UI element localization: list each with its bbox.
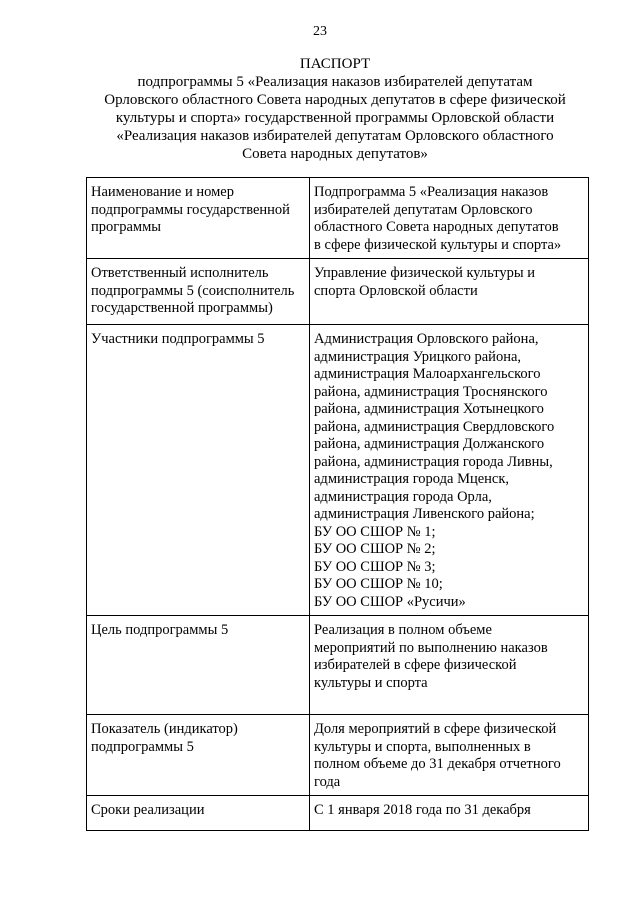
row-label-cell xyxy=(87,178,310,259)
document-subtitle-line: культуры и спорта» государственной программы Орловской области xyxy=(115,110,555,126)
cell-text-line: программы xyxy=(91,219,161,235)
cell-text-line: Показатель (индикатор) xyxy=(91,721,238,737)
cell-text-line: администрация Урицкого района, xyxy=(314,348,522,365)
cell-text-line: областного Совета народных депутатов xyxy=(314,219,559,235)
cell-text-line: Сроки реализации xyxy=(91,802,205,818)
cell-text-line: в сфере физической культуры и спорта» xyxy=(314,236,562,253)
page-number: 23 xyxy=(313,24,327,39)
document-title: ПАСПОРТ xyxy=(299,56,371,72)
cell-text-line: культуры и спорта xyxy=(314,674,428,691)
row-value-cell xyxy=(310,616,589,715)
table-row-goal xyxy=(87,616,589,715)
document-subtitle-line: подпрограммы 5 «Реализация наказов избирателей депутатам xyxy=(137,74,533,90)
row-value-cell xyxy=(310,178,589,259)
cell-text-line: БУ ОО СШОР № 1; xyxy=(314,523,436,540)
row-value-cell xyxy=(310,715,589,796)
cell-text-line: Цель подпрограммы 5 xyxy=(91,622,229,638)
row-label-cell xyxy=(87,325,310,616)
table-row-executor xyxy=(87,259,589,325)
cell-text-line: подпрограммы государственной xyxy=(91,201,290,218)
cell-text-line: Реализация в полном объеме xyxy=(314,622,492,638)
cell-text-line: полном объеме до 31 декабря отчетного xyxy=(314,756,561,772)
row-value-cell xyxy=(310,259,589,325)
cell-text-line: администрация Малоархангельского xyxy=(314,366,541,382)
table-row-participants xyxy=(87,325,589,616)
row-label-cell xyxy=(87,796,310,831)
document-subtitle-line: «Реализация наказов избирателей депутатам Орловского областного xyxy=(116,128,554,144)
cell-text-line: БУ ОО СШОР № 2; xyxy=(314,541,436,557)
cell-text-line: Администрация Орловского района, xyxy=(314,331,539,347)
table-row-indicator xyxy=(87,715,589,796)
cell-text-line: избирателей депутатам Орловского xyxy=(314,201,533,218)
cell-text-line: Наименование и номер xyxy=(91,184,234,200)
cell-text-line: Доля мероприятий в сфере физической xyxy=(314,721,557,737)
cell-text-line: администрация Ливенского района; xyxy=(314,506,535,522)
cell-text-line: района, администрация Хотынецкого xyxy=(314,401,544,417)
cell-text-line: администрация города Мценск, xyxy=(314,471,510,487)
row-label-cell xyxy=(87,616,310,715)
row-label-cell xyxy=(87,259,310,325)
cell-text-line: БУ ОО СШОР № 3; xyxy=(314,558,436,575)
cell-text-line: администрация города Орла, xyxy=(314,488,492,505)
cell-text-line: подпрограммы 5 xyxy=(91,738,194,755)
document-subtitle-line: Совета народных депутатов» xyxy=(242,146,428,162)
cell-text-line: района, администрация Свердловского xyxy=(314,418,555,435)
cell-text-line: района, администрация города Ливны, xyxy=(314,453,553,470)
cell-text-line: государственной программы) xyxy=(91,300,273,316)
row-value-cell xyxy=(310,796,589,831)
document-heading xyxy=(70,55,600,163)
cell-text-line: подпрограммы 5 (соисполнитель xyxy=(91,282,295,299)
cell-text-line: Ответственный исполнитель xyxy=(91,265,269,281)
cell-text-line: спорта Орловской области xyxy=(314,282,478,299)
cell-text-line: избирателей в сфере физической xyxy=(314,657,517,673)
cell-text-line: мероприятий по выполнению наказов xyxy=(314,639,548,656)
cell-text-line: культуры и спорта, выполненных в xyxy=(314,738,531,755)
cell-text-line: БУ ОО СШОР № 10; xyxy=(314,576,443,592)
cell-text-line: БУ ОО СШОР «Русичи» xyxy=(314,593,466,610)
cell-text-line: Управление физической культуры и xyxy=(314,265,535,281)
table-row-name xyxy=(87,178,589,259)
cell-text-line: Участники подпрограммы 5 xyxy=(91,331,265,347)
cell-text-line: С 1 января 2018 года по 31 декабря xyxy=(314,802,531,818)
row-label-cell xyxy=(87,715,310,796)
row-value-cell xyxy=(310,325,589,616)
cell-text-line: района, администрация Троснянского xyxy=(314,383,548,400)
passport-table xyxy=(86,177,589,831)
cell-text-line: района, администрация Должанского xyxy=(314,436,545,452)
document-subtitle-line: Орловского областного Совета народных депутатов в сфере физической xyxy=(104,92,566,108)
table-row-timeline xyxy=(87,796,589,831)
cell-text-line: Подпрограмма 5 «Реализация наказов xyxy=(314,184,549,200)
cell-text-line: года xyxy=(314,773,341,790)
